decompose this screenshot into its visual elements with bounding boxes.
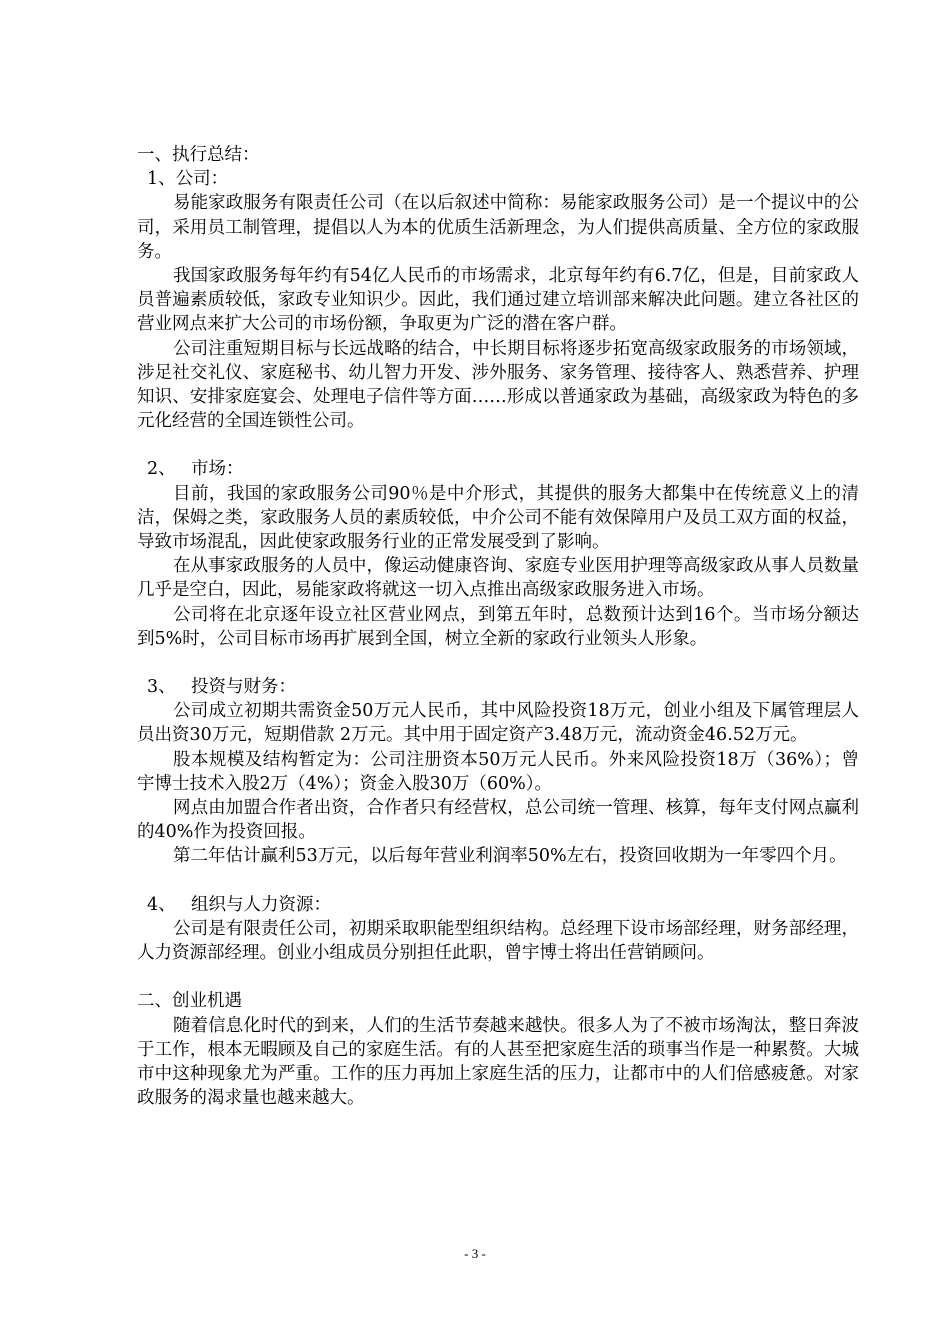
subsection-number: 3、 <box>147 677 176 698</box>
subsection-number: 2、 <box>147 459 176 480</box>
paragraph: 第二年估计赢利53万元，以后每年营业利润率50%左右，投资回收期为一年零四个月。 <box>173 846 847 867</box>
paragraph: 我国家政服务每年约有54亿人民币的市场需求，北京每年约有6.7亿，但是，目前家政人员普遍素质较低，家政专业知识少。因此，我们通过建立培训部来解决此问题。建立各社区的营业网点来扩大公司的市场份额，争取更为广泛的潜在客户群。 <box>137 266 859 335</box>
subsection-heading-company: 1、公司： <box>147 169 229 190</box>
paragraph: 目前，我国的家政服务公司90％是中介形式，其提供的服务大都集中在传统意义上的清洁，保姆之类，家政服务人员的素质较低，中介公司不能有效保障用户及员工双方面的权益，导致市场混乱，因此使家政服务行业的正常发展受到了影响。 <box>137 483 859 553</box>
section-title-opportunity: 二、创业机遇 <box>137 991 242 1012</box>
subsection-title: 投资与财务： <box>191 677 296 698</box>
section-title-executive-summary: 一、执行总结： <box>137 145 260 165</box>
page-number: - 3 - <box>464 1246 486 1261</box>
paragraph: 公司是有限责任公司，初期采取职能型组织结构。总经理下设市场部经理，财务部经理，人力资源部经理。创业小组成员分别担任此职，曾宇博士将出任营销顾问。 <box>137 918 859 964</box>
subsection-number: 4、 <box>147 894 176 915</box>
paragraph: 在从事家政服务的人员中，像运动健康咨询、家庭专业医用护理等高级家政从事人员数量几乎是空白，因此，易能家政将就这一切入点推出高级家政服务进入市场。 <box>137 556 859 601</box>
subsection-title: 市场： <box>191 459 244 480</box>
spacer <box>137 965 859 989</box>
paragraph: 随着信息化时代的到来，人们的生活节奏越来越快。很多人为了不被市场淘汰，整日奔波于工作，根本无暇顾及自己的家庭生活。有的人甚至把家庭生活的琐事当作是一种累赘。大城市中这种现象尤为严重。工作的压力再加上家庭生活的压力，让都市中的人们倍感疲惫。对家政服务的渴求量也越来越大。 <box>137 1015 859 1109</box>
paragraph: 公司注重短期目标与长远战略的结合，中长期目标将逐步拓宽高级家政服务的市场领域，涉足社交礼仪、家庭秘书、幼儿智力开发、涉外服务、家务管理、接待客人、熟悉营养、护理知识、安排家庭宴会、处理电子信件等方面……形成以普通家政为基础，高级家政为特色的多元化经营的全国连锁性公司。 <box>137 338 859 432</box>
subsection-title: 组织与人力资源： <box>191 894 331 915</box>
paragraph: 公司将在北京逐年设立社区营业网点，到第五年时，总数预计达到16个。当市场分额达到5%时，公司目标市场再扩展到全国，树立全新的家政行业领头人形象。 <box>137 604 859 649</box>
paragraph: 公司成立初期共需资金50万元人民币，其中风险投资18万元，创业小组及下属管理层人员出资30万元，短期借款 2万元。其中用于固定资产3.48万元，流动资金46.52万元。 <box>137 701 859 746</box>
subsection-heading-market <box>137 457 859 481</box>
spacer <box>137 433 859 457</box>
document-page <box>137 143 859 1110</box>
paragraph: 股本规模及结构暂定为：公司注册资本50万元人民币。外来风险投资18万（36%）；曾宇博士技术入股2万（4%）；资金入股30万（60%）。 <box>137 749 859 794</box>
paragraph: 网点由加盟合作者出资，合作者只有经营权，总公司统一管理、核算，每年支付网点赢利的40%作为投资回报。 <box>137 798 859 843</box>
spacer <box>137 651 859 675</box>
subsection-heading-organization <box>137 893 859 917</box>
subsection-heading-investment <box>137 675 859 699</box>
spacer <box>137 869 859 893</box>
paragraph: 易能家政服务有限责任公司（在以后叙述中简称：易能家政服务公司）是一个提议中的公司，采用员工制管理，提倡以人为本的优质生活新理念，为人们提供高质量、全方位的家政服务。 <box>137 193 859 262</box>
